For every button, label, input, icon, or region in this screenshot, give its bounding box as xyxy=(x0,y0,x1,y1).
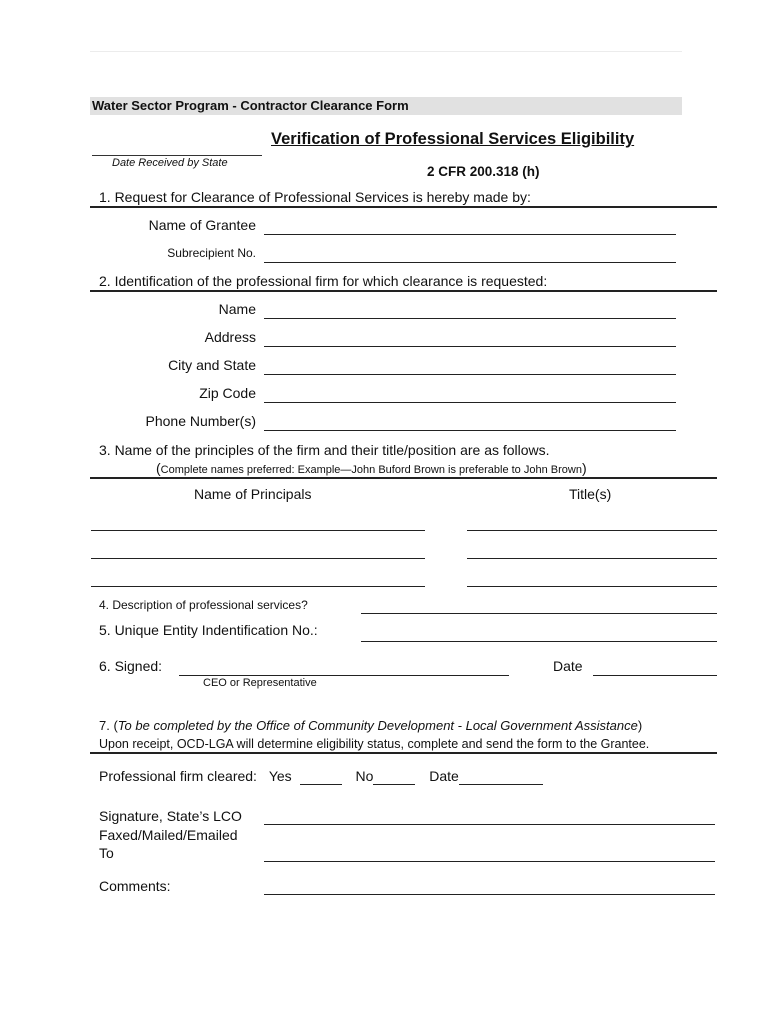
signed-date-field[interactable] xyxy=(593,675,717,676)
principal-title-field-2[interactable] xyxy=(467,558,717,559)
section-2-rule xyxy=(90,290,717,292)
services-description-field[interactable] xyxy=(361,613,717,614)
signature-field[interactable] xyxy=(179,675,509,676)
section-7-heading xyxy=(99,718,642,733)
yes-label: Yes xyxy=(268,768,292,784)
subrecipient-no-label: Subrecipient No. xyxy=(167,246,256,260)
section-3-heading: 3. Name of the principles of the firm and their title/position are as follows. xyxy=(99,442,550,458)
note-open-paren: ( xyxy=(156,460,161,476)
grantee-name-field[interactable] xyxy=(264,234,676,235)
yes-field[interactable] xyxy=(300,768,342,785)
entity-id-field[interactable] xyxy=(361,641,717,642)
firm-name-field[interactable] xyxy=(264,318,676,319)
firm-cleared-label: Professional firm cleared: xyxy=(99,768,257,784)
entity-id-label: 5. Unique Entity Indentification No.: xyxy=(99,622,318,638)
faxed-mailed-label: Faxed/Mailed/Emailed xyxy=(99,827,238,843)
faxed-to-label: To xyxy=(99,845,114,861)
lco-signature-label: Signature, State’s LCO xyxy=(99,808,242,824)
lco-signature-field[interactable] xyxy=(264,824,715,825)
comments-label: Comments: xyxy=(99,878,171,894)
section-7-italic: To be completed by the Office of Community Development - Local Government Assistance xyxy=(117,718,638,733)
no-label: No xyxy=(355,768,374,784)
section-7-close: ) xyxy=(637,718,643,733)
section-7-number: 7. ( xyxy=(99,718,118,733)
faxed-to-field[interactable] xyxy=(264,861,715,862)
receipt-instructions: Upon receipt, OCD-LGA will determine eligibility status, complete and send the form to the Grantee. xyxy=(99,737,650,751)
top-divider xyxy=(90,51,682,52)
titles-column-header: Title(s) xyxy=(569,486,612,502)
services-description-label: 4. Description of professional services? xyxy=(99,598,308,612)
firm-zip-label: Zip Code xyxy=(199,385,256,401)
no-field[interactable] xyxy=(373,768,415,785)
firm-cleared-row xyxy=(99,768,543,785)
firm-city-state-field[interactable] xyxy=(264,374,676,375)
firm-phone-label: Phone Number(s) xyxy=(145,413,256,429)
firm-name-label: Name xyxy=(218,301,256,317)
date-received-field[interactable] xyxy=(92,155,262,156)
section-1-heading: 1. Request for Clearance of Professional Services is hereby made by: xyxy=(99,189,531,205)
principals-column-header: Name of Principals xyxy=(194,486,312,502)
date-received-label: Date Received by State xyxy=(112,157,228,169)
principal-title-field-1[interactable] xyxy=(467,530,717,531)
note-close-paren: ) xyxy=(581,460,587,476)
signed-label: 6. Signed: xyxy=(99,658,163,674)
firm-phone-field[interactable] xyxy=(264,430,676,431)
firm-zip-field[interactable] xyxy=(264,402,676,403)
section-7-rule xyxy=(90,752,717,754)
principal-name-field-1[interactable] xyxy=(91,530,425,531)
note-text: Complete names preferred: Example—John Buford Brown is preferable to John Brown xyxy=(160,464,582,476)
section-2-heading: 2. Identification of the professional firm for which clearance is requested: xyxy=(99,273,548,289)
principal-title-field-3[interactable] xyxy=(467,586,717,587)
firm-city-state-label: City and State xyxy=(168,357,256,373)
comments-field[interactable] xyxy=(264,894,715,895)
section-3-note xyxy=(156,460,587,478)
signer-role-label: CEO or Representative xyxy=(203,677,317,689)
section-3-rule xyxy=(90,477,717,479)
grantee-name-label: Name of Grantee xyxy=(148,217,256,233)
principal-name-field-2[interactable] xyxy=(91,558,425,559)
subrecipient-no-field[interactable] xyxy=(264,262,676,263)
section-1-rule xyxy=(90,206,717,208)
form-title: Verification of Professional Services Eligibility xyxy=(271,130,635,148)
cleared-date-field[interactable] xyxy=(459,768,543,785)
program-title: Water Sector Program - Contractor Clearance Form xyxy=(92,98,409,113)
firm-address-field[interactable] xyxy=(264,346,676,347)
signed-date-label: Date xyxy=(553,658,583,674)
cfr-reference: 2 CFR 200.318 (h) xyxy=(427,164,540,179)
firm-address-label: Address xyxy=(204,329,256,345)
cleared-date-label: Date xyxy=(429,768,459,784)
principal-name-field-3[interactable] xyxy=(91,586,425,587)
